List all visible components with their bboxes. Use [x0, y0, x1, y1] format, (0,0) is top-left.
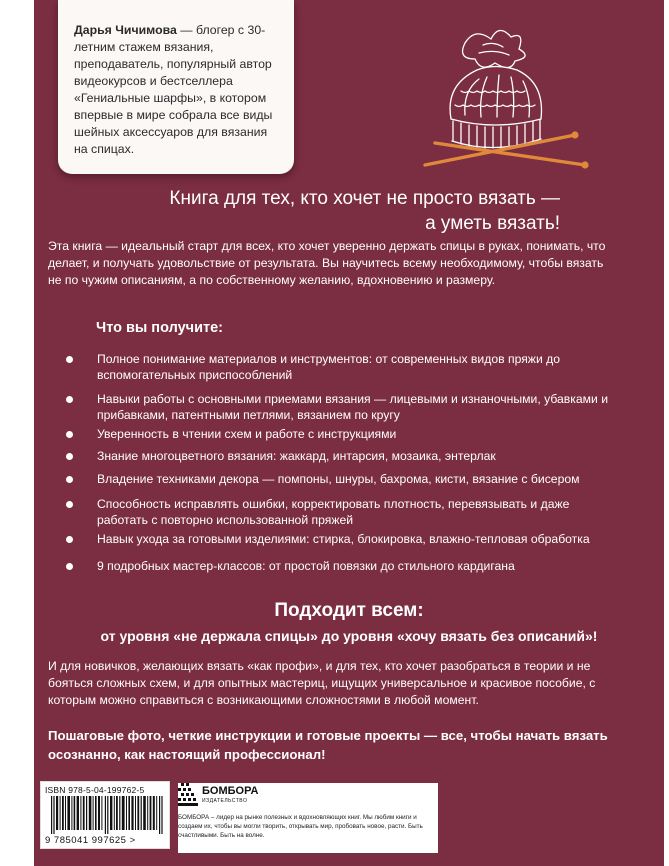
publisher-description: БОМБОРА – лидер на рынке полезных и вдохновляющих книг. Мы любим книги и создаем их, чтобы вы могли творить, открывать мир, пробовать новое, расти. Быть счастливыми. Быть на волне. [178, 814, 423, 839]
benefit-text: Полное понимание материалов и инструментов: от современных видов пряжи до вспомогательных приспособлений [97, 352, 561, 382]
bullet-icon [66, 563, 73, 570]
publisher-name: БОМБОРА [202, 785, 259, 797]
barcode-block [40, 781, 170, 849]
benefit-text: Навыки работы с основными приемами вязания — лицевыми и изнаночными, убавками и прибавками, патентными петлями, вязанием по кругу [97, 392, 609, 422]
ean-number: 9 785041 997625 > [45, 835, 136, 846]
bullet-icon [66, 536, 73, 543]
benefit-text: Навык ухода за готовыми изделиями: стирка, блокировка, влажно-тепловая обработка [97, 532, 590, 546]
publisher-subtitle: ИЗДАТЕЛЬСТВО [202, 798, 248, 804]
intro-paragraph: Эта книга — идеальный старт для всех, кто хочет уверенно держать спицы в руках, понимать, что делает, и получать удовольствие от результата. Вы научитесь всему необходимому, чтобы вязать не по чужим описаниям, а по собственному желанию, вдохновению и размеру. [48, 239, 606, 287]
benefit-text: Способность исправлять ошибки, корректировать плотность, перевязывать и даже работать с повторно использованной пряжей [97, 497, 570, 527]
bullet-icon [66, 396, 73, 403]
author-name: Дарья Чичимова [74, 23, 177, 37]
bullet-icon [66, 431, 73, 438]
bombora-logo-icon [178, 783, 200, 807]
benefits-heading: Что вы получите: [96, 320, 223, 336]
bullet-icon [66, 501, 73, 508]
benefit-text: 9 подробных мастер-классов: от простой повязки до стильного кардигана [97, 559, 515, 573]
bullet-icon [66, 476, 73, 483]
audience-paragraph: И для новичков, желающих вязать «как профи», и для тех, кто хочет разобраться в теории и не бояться сложных схем, и для опытных мастериц, ищущих универсальное и красивое пособие, с которым можно справиться с возникающими сложностями в любой момент. [48, 659, 596, 707]
tagline-line-1: Книга для тех, кто хочет не просто вязать — [169, 188, 560, 209]
author-card [58, 0, 294, 174]
suits-subheading: от уровня «не держала спицы» до уровня «хочу вязать без описаний»! [100, 628, 598, 644]
publisher-block [178, 783, 438, 853]
knitted-hat-illustration [395, 15, 595, 180]
tagline [120, 186, 560, 236]
benefit-text: Знание многоцветного вязания: жаккард, интарсия, мозаика, энтерлак [97, 449, 496, 463]
isbn-number: ISBN 978-5-04-199762-5 [45, 785, 145, 795]
author-bio: — блогер с 30-летним стажем вязания, преподаватель, популярный автор видеокурсов и бестселлера «Гениальные шарфы», в котором впервые в мире собрала все виды шейных аксессуаров для вязания на спицах. [74, 23, 273, 156]
benefit-text: Владение техниками декора — помпоны, шнуры, бахрома, кисти, вязание с бисером [97, 472, 580, 486]
suits-heading: Подходит всем: [274, 600, 424, 621]
tagline-line-2: а уметь вязать! [425, 213, 560, 234]
bullet-icon [66, 356, 73, 363]
barcode-image [51, 796, 163, 834]
closing-statement: Пошаговые фото, четкие инструкции и готовые проекты — все, чтобы начать вязать осознанно, как настоящий профессионал! [48, 728, 608, 762]
bullet-icon [66, 453, 73, 460]
benefit-text: Уверенность в чтении схем и работе с инструкциями [97, 427, 397, 441]
